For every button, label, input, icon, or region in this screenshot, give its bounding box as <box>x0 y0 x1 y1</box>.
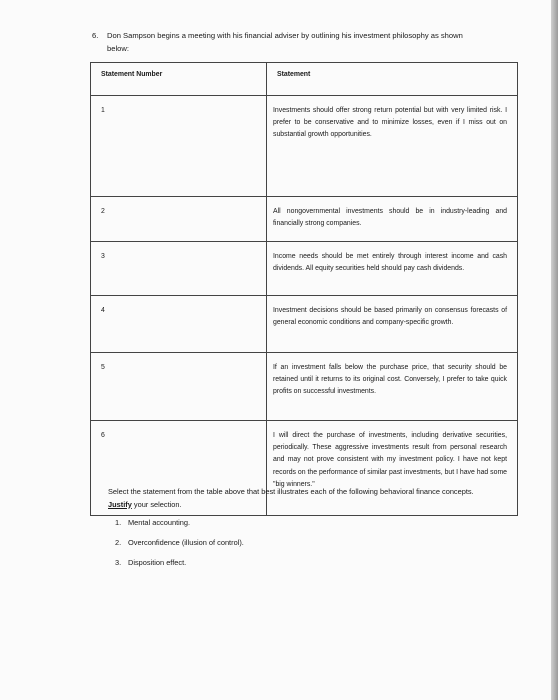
list-item <box>115 557 244 577</box>
statement-text: Investments should offer strong return potential but with very limited risk. I prefer to be conservative and to minimize losses, even if I miss out on substantial growth opportunities. <box>267 96 518 197</box>
question-text: Don Sampson begins a meeting with his financial adviser by outlining his investment philosophy as shown below: <box>107 31 463 53</box>
page-edge-shadow <box>551 0 558 700</box>
statement-text: Income needs should be met entirely through interest income and cash dividends. All equity securities held should pay cash dividends. <box>267 242 518 296</box>
statement-text: Investment decisions should be based primarily on consensus forecasts of general economic conditions and company-specific growth. <box>267 296 518 353</box>
instruction-after: your selection. <box>133 499 182 509</box>
statements-table <box>90 62 518 516</box>
list-item <box>115 537 244 557</box>
header-statement: Statement <box>267 63 518 96</box>
concept-label: Overconfidence (illusion of control). <box>128 538 244 547</box>
concept-label: Mental accounting. <box>128 518 191 527</box>
header-statement-number: Statement Number <box>91 63 267 96</box>
table-row <box>91 197 518 242</box>
statement-number: 2 <box>91 197 267 242</box>
list-item <box>115 517 244 537</box>
table-header-row <box>91 63 518 96</box>
concept-number: 2. <box>115 538 122 547</box>
concept-label: Disposition effect. <box>128 558 187 567</box>
instruction-before: Select the statement from the table above that best illustrates each of the following behavioral finance concepts. <box>108 487 474 496</box>
statement-text: If an investment falls below the purchase price, that security should be retained until it returns to its original cost. Conversely, I prefer to take quick profits on successful investments. <box>267 353 518 421</box>
concept-number: 3. <box>115 558 122 567</box>
instruction-text <box>108 486 488 511</box>
statement-number: 3 <box>91 242 267 296</box>
table-row <box>91 96 518 197</box>
question-prompt <box>92 29 472 55</box>
concepts-list <box>115 517 244 577</box>
question-number: 6. <box>92 31 99 40</box>
statement-number: 1 <box>91 96 267 197</box>
concept-number: 1. <box>115 518 122 527</box>
table-row <box>91 296 518 353</box>
table-row <box>91 353 518 421</box>
statement-text: I will direct the purchase of investments, including derivative securities, periodically. These aggressive investments result from personal research and may not prove consistent with my investment policy. I have not kept records on the performance of similar past investments, but I have had some "big winners." <box>267 421 518 516</box>
statement-number: 5 <box>91 353 267 421</box>
table-row <box>91 242 518 296</box>
statement-number: 6 <box>91 421 267 516</box>
statement-number: 4 <box>91 296 267 353</box>
statement-text: All nongovernmental investments should be in industry-leading and financially strong companies. <box>267 197 518 242</box>
instruction-emphasis: Justify <box>108 499 132 509</box>
